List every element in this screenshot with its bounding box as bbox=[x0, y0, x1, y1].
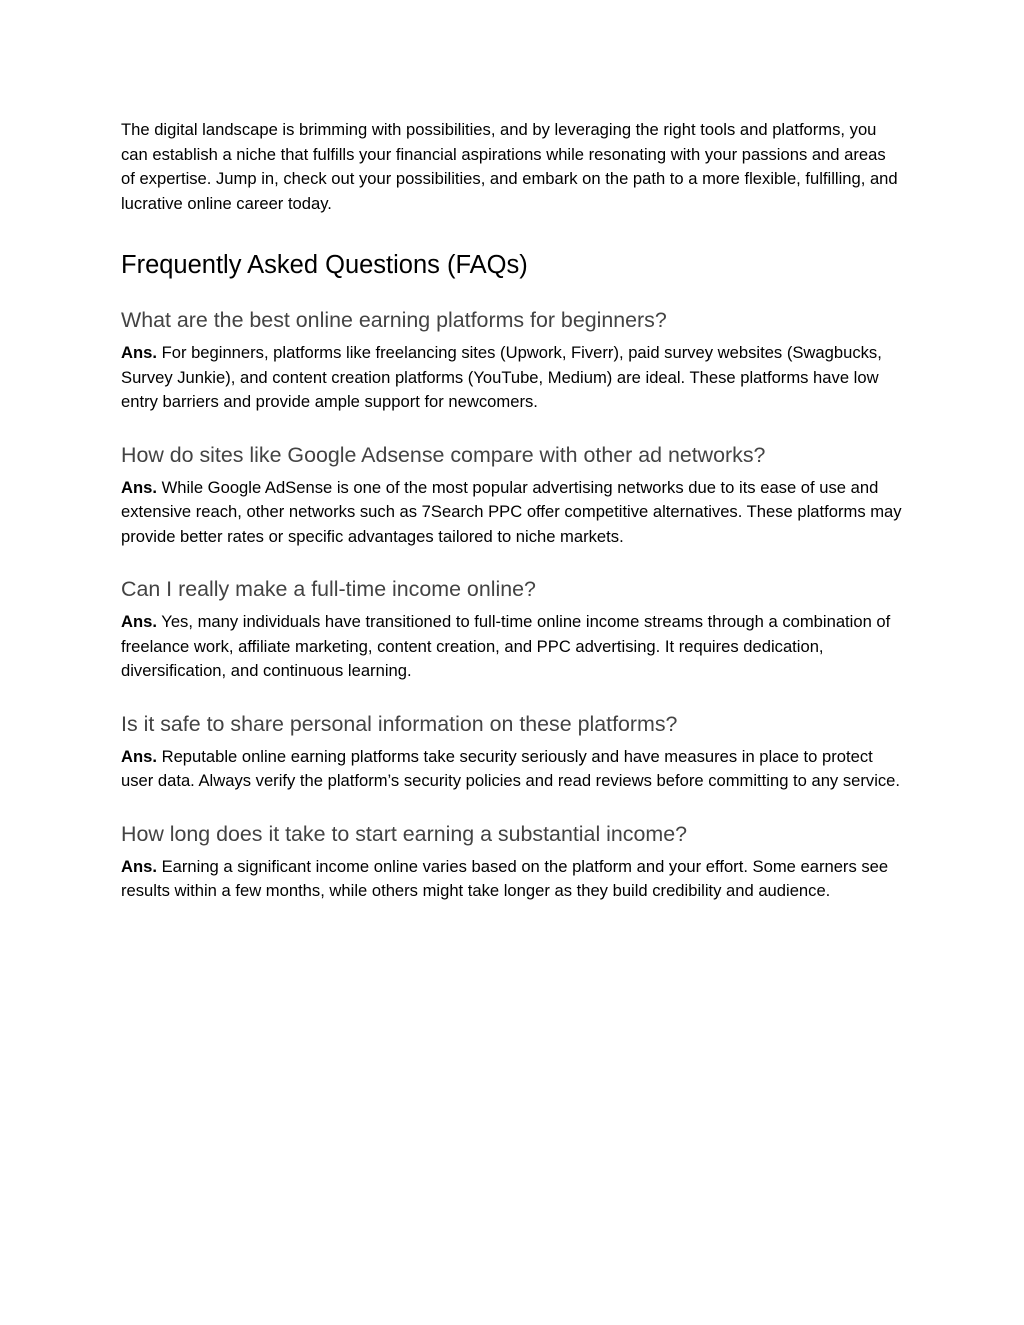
faq-list bbox=[121, 306, 904, 904]
faq-question: Can I really make a full-time income online? bbox=[121, 577, 536, 601]
ans-label: Ans. bbox=[121, 612, 157, 631]
faq-answer-text: While Google AdSense is one of the most popular advertising networks due to its ease of use and extensive reach, other networks such as 7Search PPC offer competitive alternatives. These platforms may provide better rates or specific advantages tailored to niche markets. bbox=[121, 477, 902, 546]
faq-question: Is it safe to share personal information on these platforms? bbox=[121, 711, 678, 736]
faq-question: How long does it take to start earning a substantial income? bbox=[121, 821, 687, 846]
faq-answer-text: Yes, many individuals have transitioned to full-time online income streams through a combination of freelance work, affiliate marketing, content creation, and PPC advertising. It requires dedication, diversification, and continuous learning. bbox=[121, 612, 891, 680]
faq-answer bbox=[121, 341, 904, 415]
faq-answer bbox=[121, 745, 904, 794]
faq-question: What are the best online earning platforms for beginners? bbox=[121, 308, 667, 332]
faq-item bbox=[121, 575, 904, 684]
faq-item bbox=[121, 441, 904, 550]
faq-item bbox=[121, 306, 904, 415]
faq-item bbox=[121, 710, 904, 794]
ans-label: Ans. bbox=[121, 856, 157, 876]
faq-answer bbox=[121, 610, 904, 684]
faq-answer-text: Reputable online earning platforms take security seriously and have measures in place to protect user data. Always verify the platform’s security policies and read reviews before committing to any service. bbox=[121, 746, 901, 790]
intro-paragraph: The digital landscape is brimming with possibilities, and by leveraging the right tools and platforms, you can establish a niche that fulfills your financial aspirations while resonating with your passions and areas of expertise. Jump in, check out your possibilities, and embark on the path to a more flexible, fulfilling, and lucrative online career today. bbox=[121, 120, 898, 213]
ans-label: Ans. bbox=[121, 343, 157, 362]
faq-item bbox=[121, 820, 904, 904]
faq-answer bbox=[121, 476, 904, 550]
ans-label: Ans. bbox=[121, 477, 157, 497]
ans-label: Ans. bbox=[121, 746, 157, 766]
faq-question: How do sites like Google Adsense compare with other ad networks? bbox=[121, 442, 766, 467]
faq-answer bbox=[121, 855, 904, 904]
faq-answer-text: Earning a significant income online varies based on the platform and your effort. Some earners see results within a few months, while others might take longer as they build credibility and audience. bbox=[121, 856, 889, 900]
faq-answer-text: For beginners, platforms like freelancing sites (Upwork, Fiverr), paid survey websites (Swagbucks, Survey Junkie), and content creation platforms (YouTube, Medium) are ideal. These platforms have low entry barriers and provide ample support for newcomers. bbox=[121, 343, 882, 411]
faq-heading: Frequently Asked Questions (FAQs) bbox=[121, 251, 528, 279]
